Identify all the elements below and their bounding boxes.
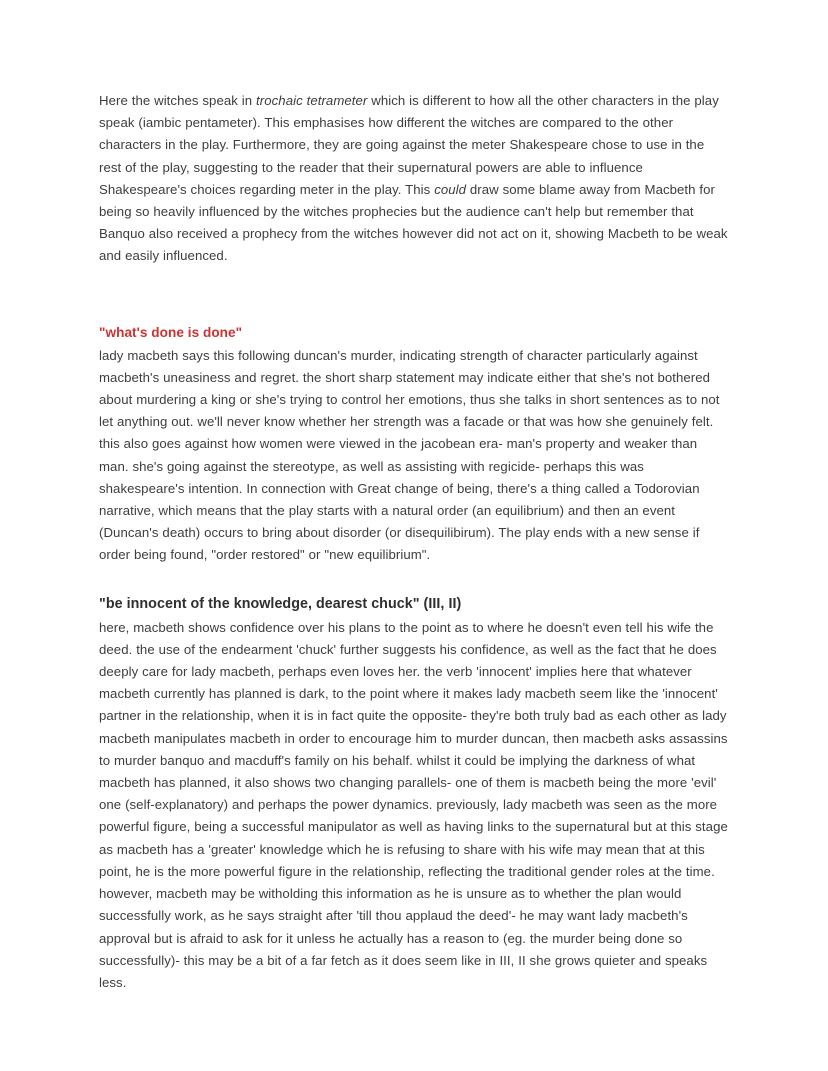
section-intro [99,90,729,268]
paragraph-macbeth-confidence: here, macbeth shows confidence over his plans to the point as to where he doesn't even tell his wife the deed. the use of the endearment 'chuck' further suggests his confidence, as well as the fact that he does deeply care for lady macbeth, perhaps even loves her. the verb 'innocent' implies here that whatever macbeth currently has planned is dark, to the point where it makes lady macbeth seem like the 'innocent' partner in the relationship, when it is in fact quite the opposite- they're both truly bad as each other as lady macbeth manipulates macbeth in order to encourage him to murder duncan, then macbeth asks assassins to murder banquo and macduff's family on his behalf. whilst it could be implying the darkness of what macbeth has planned, it also shows two changing parallels- one of them is macbeth being the more 'evil' one (self-explanatory) and perhaps the power dynamics. previously, lady macbeth was seen as the more powerful figure, being a successful manipulator as well as having links to the supernatural but at this stage as macbeth has a 'greater' knowledge which he is refusing to share with his wife may mean that at this point, he is the more powerful figure in the relationship, reflecting the traditional gender roles at the time. however, macbeth may be witholding this information as he is unsure as to whether the plan would successfully work, as he says straight after 'till thou applaud the deed'- he may want lady macbeth's approval but is afraid to ask for it unless he actually has a reason to (eg. the murder being done so successfully)- this may be a bit of a far fetch as it does seem like in III, II she grows quieter and speaks less. [99,619,728,990]
document-content [99,90,729,994]
spacer-before-dark-heading [99,567,729,594]
body-text: draw some blame away from Macbeth for being so heavily influenced by the witches prophecies but the audience can't help but remember that Banquo also received a prophecy from the witches however did not act on it, showing Macbeth to be weak and easily influenced. [99,181,728,264]
heading-quote-whats-done: "what's done is done" [99,324,243,340]
body-text: Here the witches speak in [99,93,257,108]
paragraph-jacobean-todorovian: this also goes against how women were viewed in the jacobean era- man's property and weaker than man. she's going against the stereotype, as well as assisting with regicide- perhaps this was shakespeare's intention. In connection with Great change of being, there's a thing called a Todorovian narrative, which means that the play starts with a natural order (an equilibrium) and then an event (Duncan's death) occurs to bring about disorder (or disequilibirum). The play ends with a new sense if order being found, "order restored" or "new equilibrium". [99,436,700,563]
heading-quote-be-innocent: "be innocent of the knowledge, dearest chuck" (III, II) [99,595,462,612]
body-text: which is different to how all the other characters in the play speak (iambic pentameter). This emphasises how different the witches are compared to the other characters in the play. Furthermore, they are going against the meter Shakespeare chose to use in the rest of the play, suggesting to the reader that their supernatural powers are able to influence Shakespeare's choices regarding meter in the play. This [99,93,719,197]
paragraph-intro [99,90,729,268]
emphasis-text: trochaic tetrameter [256,93,368,108]
section-be-innocent [99,594,729,994]
emphasis-text: could [434,181,467,197]
paragraph-lady-macbeth-strength: lady macbeth says this following duncan's murder, indicating strength of character particularly against macbeth's uneasiness and regret. the short sharp statement may indicate either that she's not bothered about murdering a king or she's trying to control her emotions, thus she talks in short sentences as to not let anything out. we'll never know whether her strength was a facade or that was how she genuinely felt. [99,347,720,430]
spacer-before-red-heading [99,268,729,323]
section-whats-done [99,323,729,567]
